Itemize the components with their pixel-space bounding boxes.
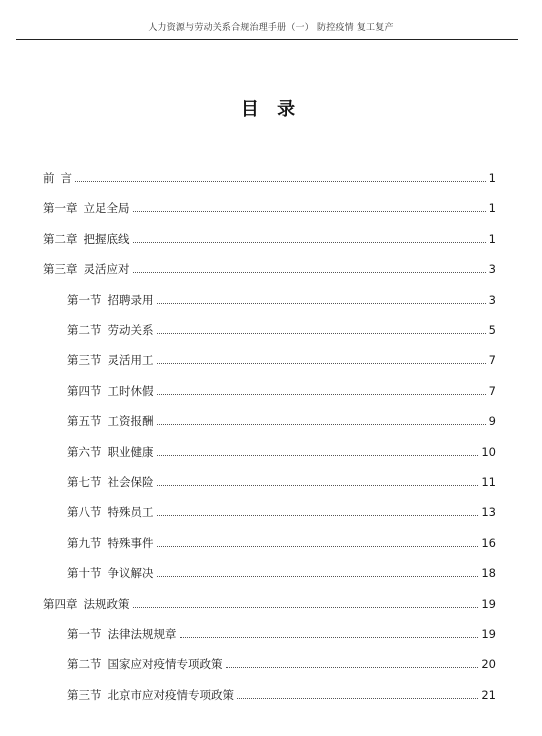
toc-entry-page-number: 7 [488, 383, 496, 398]
dot-leader [157, 576, 479, 577]
toc-entry-title [67, 624, 177, 644]
toc-entry-number: 第一章 [43, 201, 78, 216]
toc-entry-page-number: 1 [488, 171, 496, 185]
toc-entry[interactable] [43, 229, 496, 249]
toc-entry-page-number: 3 [488, 262, 496, 277]
dot-leader [75, 181, 486, 182]
toc-entry-number: 第六节 [67, 444, 102, 459]
toc-entry-label: 特殊员工 [107, 505, 154, 520]
toc-entry-page-number: 13 [481, 505, 496, 520]
toc-entry-number: 第二章 [43, 231, 78, 246]
toc-entry-title [67, 442, 154, 462]
toc-entry-title [67, 381, 154, 401]
toc-entry[interactable] [43, 594, 496, 614]
dot-leader [180, 637, 479, 638]
dot-leader [157, 333, 486, 334]
toc-entry-title [67, 290, 154, 310]
toc-entry[interactable] [67, 290, 496, 310]
toc-entry-number: 第三节 [67, 353, 102, 368]
toc-entry-label: 灵活用工 [107, 353, 154, 368]
toc-entry-label: 职业健康 [107, 444, 154, 459]
dot-leader [157, 363, 486, 364]
toc-entry-title [43, 259, 130, 279]
toc-entry-label: 北京市应对疫情专项政策 [107, 687, 234, 702]
toc-entry-number: 第七节 [67, 475, 102, 489]
toc-entry-title [43, 198, 130, 218]
toc-entry-page-number: 3 [488, 292, 496, 307]
dot-leader [157, 546, 479, 547]
dot-leader [133, 272, 486, 273]
toc-entry-title [67, 472, 154, 492]
toc-entry-label: 特殊事件 [107, 535, 154, 550]
toc-entry-title [67, 411, 154, 431]
toc-entry[interactable] [67, 442, 496, 462]
toc-entry-number: 第三节 [67, 687, 102, 702]
dot-leader [226, 667, 479, 668]
dot-leader [237, 698, 478, 699]
toc-entry[interactable] [67, 411, 496, 431]
page-header: 人力资源与劳动关系合规治理手册（一） 防控疫情 复工复产 [148, 23, 394, 33]
toc-entry[interactable] [67, 502, 496, 522]
toc-entry[interactable] [43, 198, 496, 218]
toc-entry-label: 劳动关系 [107, 323, 154, 337]
toc-entry-title [43, 594, 130, 614]
toc-entry-label: 国家应对疫情专项政策 [107, 657, 223, 672]
toc-entry[interactable] [67, 472, 496, 492]
toc-entry[interactable] [67, 624, 496, 644]
page-title: 目 录 [240, 99, 302, 120]
toc-entry-page-number: 7 [488, 353, 496, 368]
toc-entry-number: 第八节 [67, 505, 102, 520]
toc-entry-label: 灵活应对 [83, 262, 130, 277]
toc-entry-title [67, 502, 154, 522]
toc-entry-label: 招聘录用 [107, 292, 154, 307]
toc-entry-page-number: 21 [481, 687, 496, 702]
dot-leader [157, 424, 486, 425]
toc-entry-page-number: 16 [481, 535, 496, 550]
toc-entry-title [67, 563, 154, 583]
toc-entry-page-number: 1 [488, 231, 496, 246]
toc-entry[interactable] [67, 563, 496, 583]
toc-entry-page-number: 19 [481, 596, 496, 611]
toc-entry-number: 前 [43, 171, 55, 185]
toc-entry-page-number: 18 [481, 566, 496, 581]
toc-entry-title [67, 320, 154, 340]
toc-entry-label: 社会保险 [107, 475, 154, 489]
dot-leader [157, 515, 479, 516]
toc-entry-label: 法律法规规章 [107, 627, 177, 641]
toc-entry-page-number: 20 [481, 657, 496, 672]
toc-entry[interactable] [43, 168, 496, 188]
toc-entry-title [67, 533, 154, 553]
toc-entry[interactable] [43, 259, 496, 279]
toc-entry-page-number: 5 [488, 323, 496, 337]
toc-entry[interactable] [67, 685, 496, 705]
toc-entry-page-number: 19 [481, 627, 496, 641]
toc-entry-title [43, 229, 130, 249]
toc-entry-number: 第九节 [67, 535, 102, 550]
toc-entry-label: 工资报酬 [107, 414, 154, 429]
toc-entry-title [43, 168, 72, 188]
toc-entry-number: 第五节 [67, 414, 102, 429]
toc-entry-number: 第二节 [67, 323, 102, 337]
toc-entry-number: 第四章 [43, 596, 78, 611]
toc-entry[interactable] [67, 350, 496, 370]
toc-entry-label: 把握底线 [83, 231, 130, 246]
toc-entry-number: 第十节 [67, 566, 102, 581]
toc-entry-number: 第四节 [67, 383, 102, 398]
toc-entry-page-number: 11 [481, 475, 496, 489]
toc-entry[interactable] [67, 654, 496, 674]
toc-entry[interactable] [67, 381, 496, 401]
toc-entry-label: 言 [60, 171, 72, 185]
toc-entry-label: 工时休假 [107, 383, 154, 398]
toc-entry[interactable] [67, 320, 496, 340]
toc-entry-label: 争议解决 [107, 566, 154, 581]
dot-leader [133, 607, 479, 608]
dot-leader [157, 485, 479, 486]
toc-entry-page-number: 9 [488, 414, 496, 429]
toc-entry-title [67, 654, 223, 674]
toc-entry-label: 法规政策 [83, 596, 130, 611]
toc-entry-page-number: 10 [481, 444, 496, 459]
toc-entry-page-number: 1 [488, 201, 496, 216]
dot-leader [157, 394, 486, 395]
dot-leader [157, 303, 486, 304]
toc-entry-label: 立足全局 [83, 201, 130, 216]
toc-entry-title [67, 350, 154, 370]
dot-leader [133, 211, 486, 212]
toc-entry-number: 第一节 [67, 627, 102, 641]
dot-leader [133, 242, 486, 243]
toc-entry-number: 第一节 [67, 292, 102, 307]
toc-entry-number: 第二节 [67, 657, 102, 672]
toc-entry-number: 第三章 [43, 262, 78, 277]
toc-entry[interactable] [67, 533, 496, 553]
toc-entry-title [67, 685, 234, 705]
header-rule [16, 39, 518, 40]
dot-leader [157, 455, 479, 456]
